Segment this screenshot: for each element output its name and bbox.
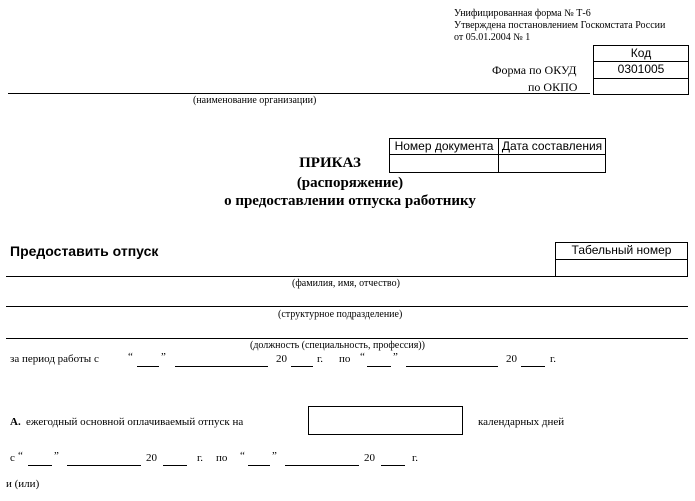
position-line[interactable] bbox=[6, 338, 688, 339]
okpo-code[interactable] bbox=[593, 78, 689, 95]
doc-date-cell[interactable] bbox=[498, 154, 606, 173]
organization-line[interactable] bbox=[8, 93, 590, 94]
okud-code: 0301005 bbox=[593, 61, 689, 79]
grant-leave-label: Предоставить отпуск bbox=[10, 243, 159, 259]
period-from-day[interactable] bbox=[137, 366, 159, 367]
okpo-label: по ОКПО bbox=[528, 80, 578, 94]
period-to-quote-close: ” bbox=[393, 351, 398, 363]
approved-by-line1: Утверждена постановлением Госкомстата России bbox=[454, 20, 666, 31]
calendar-days-label: календарных дней bbox=[478, 416, 565, 428]
doc-date-header: Дата составления bbox=[498, 138, 606, 155]
period-from-year-suffix: г. bbox=[317, 353, 324, 365]
period-to-year[interactable] bbox=[521, 366, 545, 367]
period-to-month[interactable] bbox=[406, 366, 498, 367]
section-a-to-year-suffix: г. bbox=[412, 452, 419, 464]
fio-caption: (фамилия, имя, отчество) bbox=[292, 278, 400, 289]
section-a-to-month[interactable] bbox=[285, 465, 359, 466]
vacation-days-box[interactable] bbox=[308, 406, 463, 435]
and-or-label: и (или) bbox=[6, 478, 40, 490]
period-to-year-prefix: 20 bbox=[506, 353, 517, 365]
title-subject: о предоставлении отпуска работнику bbox=[224, 193, 476, 209]
section-a-to-label: по bbox=[216, 452, 228, 464]
section-a-to-day[interactable] bbox=[248, 465, 270, 466]
period-label: за период работы с bbox=[10, 353, 99, 365]
section-a-letter: А. bbox=[10, 416, 21, 428]
doc-number-header: Номер документа bbox=[389, 138, 499, 155]
okud-label: Форма по ОКУД bbox=[492, 63, 577, 77]
unified-form-label: Унифицированная форма № Т-6 bbox=[454, 8, 591, 19]
period-from-year[interactable] bbox=[291, 366, 313, 367]
period-to-day[interactable] bbox=[367, 366, 391, 367]
section-a-text: ежегодный основной оплачиваемый отпуск на bbox=[26, 416, 244, 428]
title-rasporyazhenie: (распоряжение) bbox=[296, 175, 404, 191]
period-to-year-suffix: г. bbox=[550, 353, 557, 365]
tabel-number-cell[interactable] bbox=[555, 259, 688, 277]
section-a-to-year[interactable] bbox=[381, 465, 405, 466]
section-a-from-prefix: с bbox=[10, 452, 15, 464]
fio-line[interactable] bbox=[6, 276, 556, 277]
division-line[interactable] bbox=[6, 306, 688, 307]
period-from-quote-open: “ bbox=[128, 351, 133, 363]
section-a-from-year-suffix: г. bbox=[197, 452, 204, 464]
period-to-label: по bbox=[339, 353, 351, 365]
section-a-from-quote-open: “ bbox=[18, 450, 23, 462]
period-from-year-prefix: 20 bbox=[276, 353, 287, 365]
period-from-month[interactable] bbox=[175, 366, 268, 367]
section-a-from-month[interactable] bbox=[67, 465, 141, 466]
section-a-from-quote-close: ” bbox=[54, 450, 59, 462]
section-a-to-quote-open: “ bbox=[240, 450, 245, 462]
section-a-from-year[interactable] bbox=[163, 465, 187, 466]
section-a-to-year-prefix: 20 bbox=[364, 452, 375, 464]
division-caption: (структурное подразделение) bbox=[278, 309, 403, 320]
section-a-from-year-prefix: 20 bbox=[146, 452, 157, 464]
section-a-from-day[interactable] bbox=[28, 465, 52, 466]
period-to-quote-open: “ bbox=[360, 351, 365, 363]
kod-header: Код bbox=[593, 45, 689, 62]
period-from-quote-close: ” bbox=[161, 351, 166, 363]
position-caption: (должность (специальность, профессия)) bbox=[250, 340, 425, 351]
section-a-to-quote-close: ” bbox=[272, 450, 277, 462]
organization-caption: (наименование организации) bbox=[193, 95, 317, 106]
tabel-number-header: Табельный номер bbox=[555, 242, 688, 260]
title-prikaz: ПРИКАЗ bbox=[299, 155, 361, 171]
approved-by-line2: от 05.01.2004 № 1 bbox=[454, 32, 531, 43]
